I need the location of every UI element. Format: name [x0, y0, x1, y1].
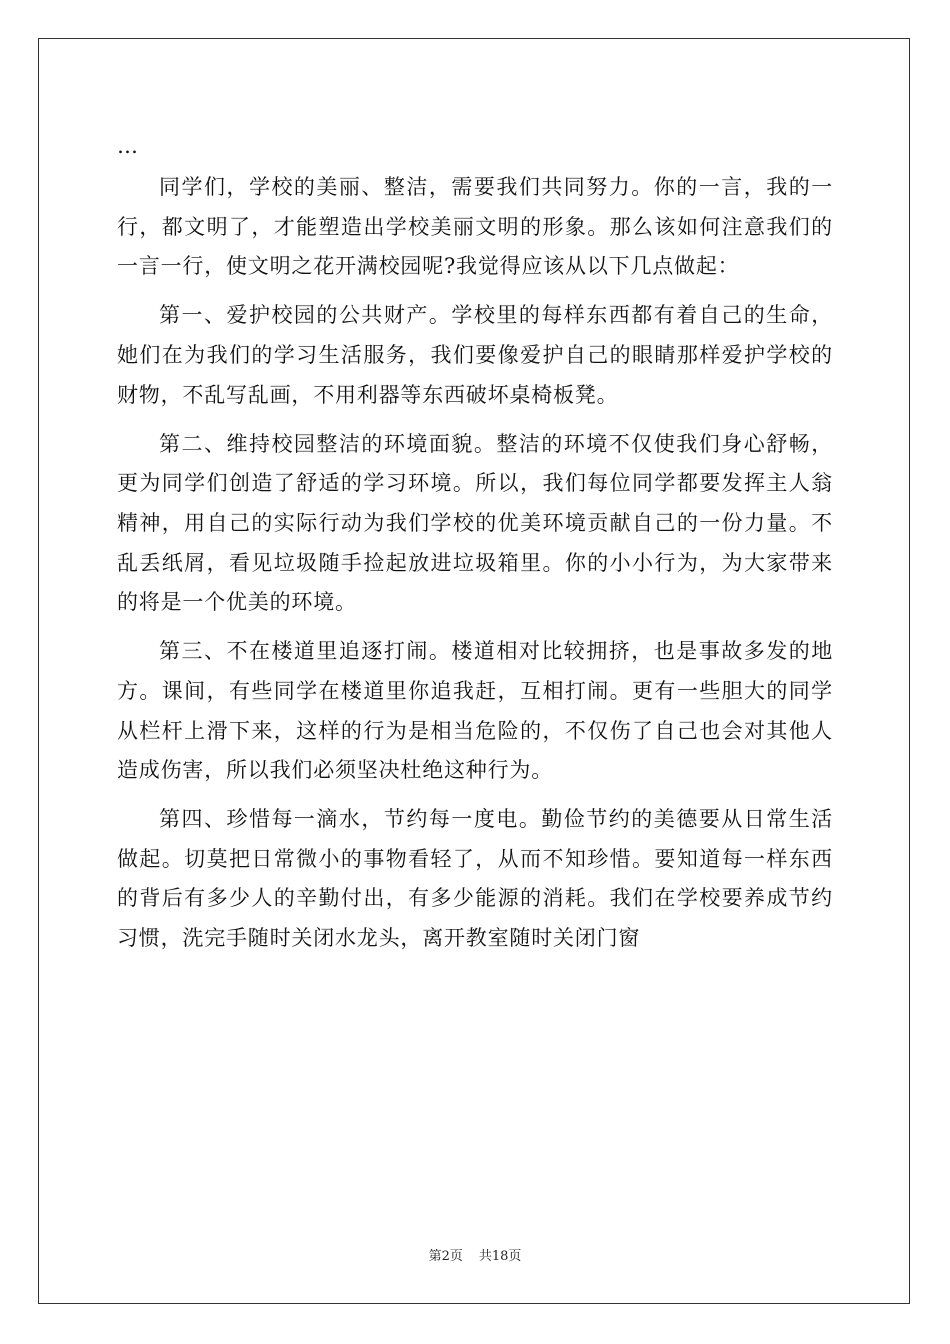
page-footer: [0, 1247, 950, 1267]
page-total: 共18页: [478, 1249, 522, 1264]
page-number: 第2页: [428, 1249, 463, 1264]
leading-ellipsis: …: [117, 134, 139, 158]
paragraph-point-4: 第四、珍惜每一滴水，节约每一度电。勤俭节约的美德要从日常生活做起。切莫把日常微小的事物看轻了，从而不知珍惜。要知道每一样东西的背后有多少人的辛勤付出，有多少能源的消耗。我们在学校要养成节约习惯，洗完手随时关闭水龙头，离开教室随时关闭门窗: [117, 807, 833, 951]
document-body: [117, 128, 833, 959]
paragraph-point-3: 第三、不在楼道里追逐打闹。楼道相对比较拥挤，也是事故多发的地方。课间，有些同学在楼道里你追我赶，互相打闹。更有一些胆大的同学从栏杆上滑下来，这样的行为是相当危险的，不仅伤了自己也会对其他人造成伤害，所以我们必须坚决杜绝这种行为。: [117, 639, 833, 783]
paragraph-point-1: 第一、爱护校园的公共财产。学校里的每样东西都有着自己的生命，她们在为我们的学习生活服务，我们要像爱护自己的眼睛那样爱护学校的财物，不乱写乱画，不用利器等东西破坏桌椅板凳。: [117, 303, 833, 407]
paragraph-point-2: 第二、维持校园整洁的环境面貌。整洁的环境不仅使我们身心舒畅，更为同学们创造了舒适的学习环境。所以，我们每位同学都要发挥主人翁精神，用自己的实际行动为我们学校的优美环境贡献自己的一份力量。不乱丢纸屑，看见垃圾随手捡起放进垃圾箱里。你的小小行为，为大家带来的将是一个优美的环境。: [117, 431, 833, 615]
paragraph-intro: 同学们，学校的美丽、整洁，需要我们共同努力。你的一言，我的一行，都文明了，才能塑造出学校美丽文明的形象。那么该如何注意我们的一言一行，使文明之花开满校园呢?我觉得应该从以下几点做起：: [117, 175, 833, 279]
